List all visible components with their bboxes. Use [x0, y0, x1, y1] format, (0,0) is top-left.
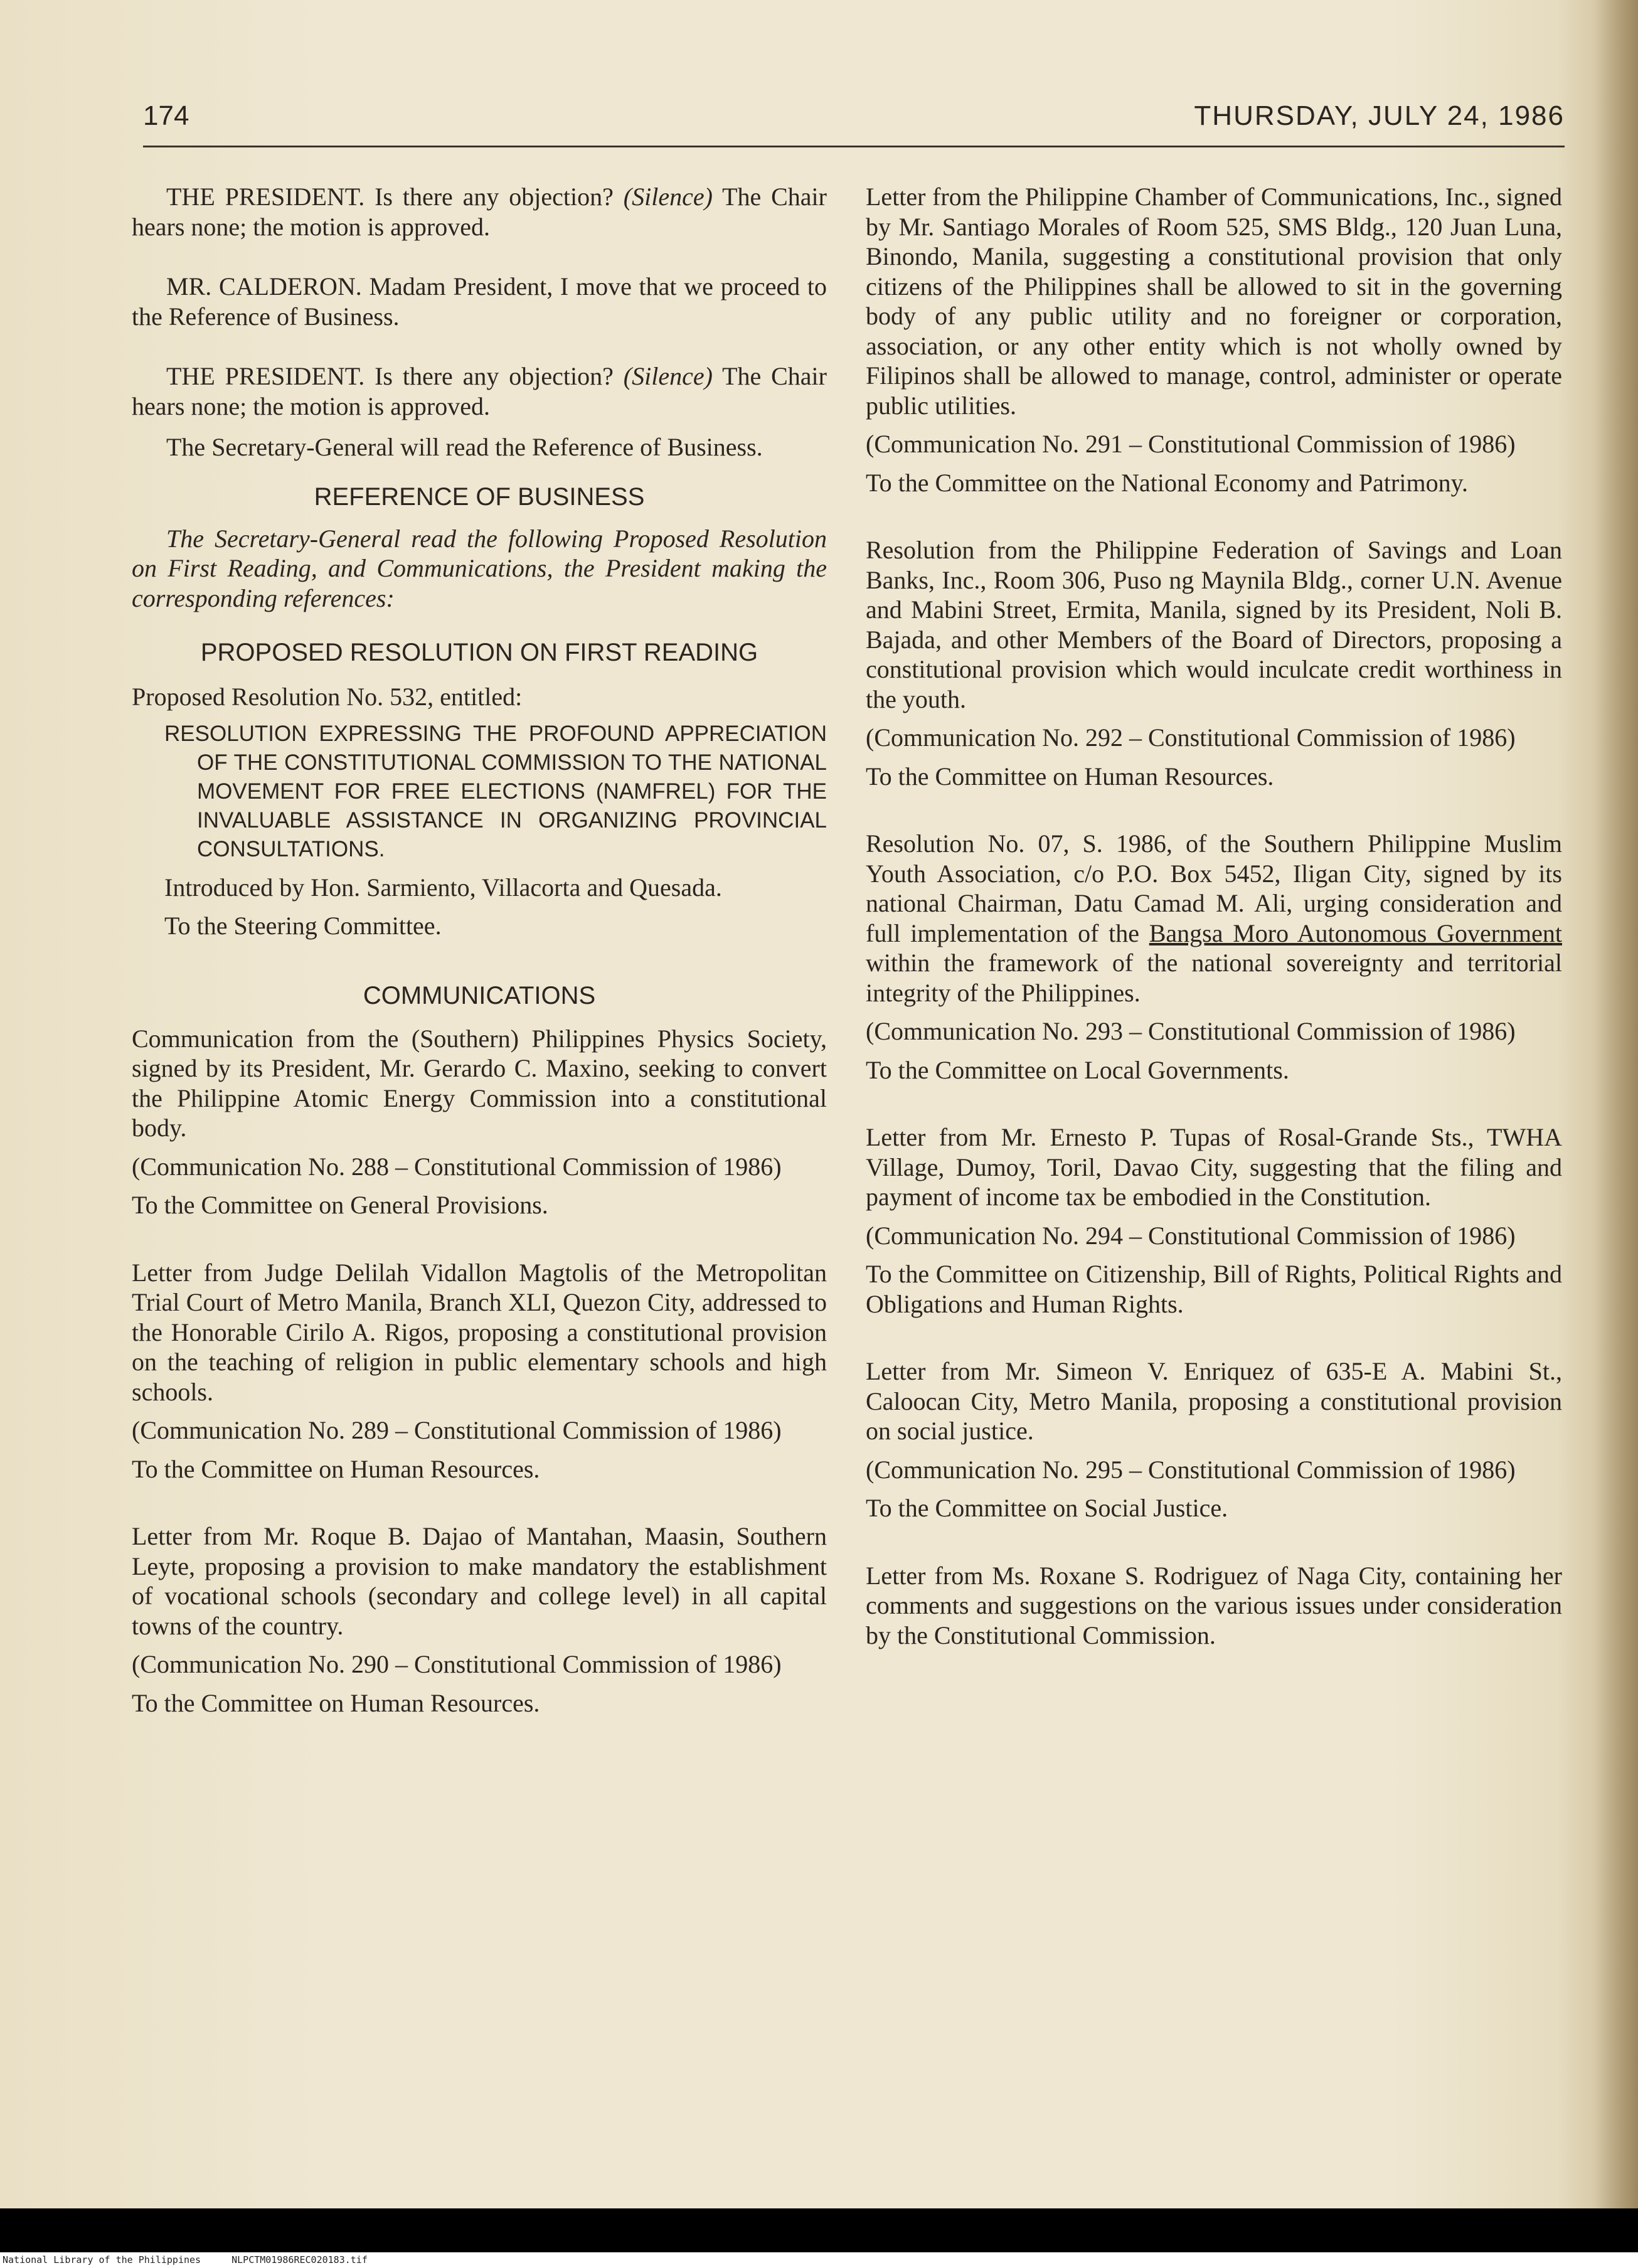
- speech-text: The Chair hears none; the motion is approved.: [132, 183, 827, 241]
- comm-293-text-start: Resolution No. 07, S. 1986, of the Southern Philippine Muslim Youth Association, c/o P.O. Box 5452, Iligan City, signed by its national Chairman, Datu Camad M. Ali, urging consideration and full implementation of the: [866, 829, 1562, 947]
- right-column: [866, 182, 1562, 1650]
- comm-291-referral: To the Committee on the National Economy and Patrimony.: [866, 468, 1468, 497]
- page-header: [143, 100, 1565, 144]
- comm-295-referral: To the Committee on Social Justice.: [866, 1494, 1228, 1522]
- comm-290-text: Letter from Mr. Roque B. Dajao of Mantahan, Maasin, Southern Leyte, proposing a provision to make mandatory the establishment of vocational schools (secondary and college level) in all capital towns of the country.: [132, 1522, 827, 1640]
- comm-293-text: [866, 829, 1562, 1008]
- comm-293-underlined-phrase: Bangsa Moro Autonomous Government: [1149, 918, 1562, 947]
- header-rule: [143, 146, 1565, 147]
- comm-292-referral: To the Committee on Human Resources.: [866, 762, 1274, 791]
- resolution-introducer-block: [164, 873, 827, 903]
- comm-294-referral: To the Committee on Citizenship, Bill of Rights, Political Rights and Obligations and Human Rights.: [866, 1260, 1562, 1318]
- comm-293-text-end: within the framework of the national sovereignty and territorial integrity of the Philippines.: [866, 949, 1562, 1007]
- comm-291-text: Letter from the Philippine Chamber of Communications, Inc., signed by Mr. Santiago Morales of Room 525, SMS Bldg., 120 Juan Luna, Binondo, Manila, suggesting a constitutional provision that only citizens of the Philippines shall be allowed to sit in the governing body of any public utility and no foreigner or corporation, association, or any other entity which is not wholly owned by Filipinos shall be allowed to manage, control, administer or operate public utilities.: [866, 183, 1562, 420]
- president-objection-1: [132, 182, 827, 242]
- scan-footer: [0, 2252, 1638, 2268]
- heading-communications: COMMUNICATIONS: [363, 981, 596, 1009]
- comm-288-number: (Communication No. 288 – Constitutional Commission of 1986): [132, 1152, 782, 1181]
- comm-288-referral: To the Committee on General Provisions.: [132, 1191, 548, 1219]
- intro-note: The Secretary-General read the following Proposed Resolution on First Reading, and Communications, the President making the corresponding references:: [132, 524, 827, 612]
- left-column: [132, 182, 827, 1718]
- heading-reference-of-business: REFERENCE OF BUSINESS: [314, 482, 645, 511]
- comm-289-number: (Communication No. 289 – Constitutional Commission of 1986): [132, 1416, 782, 1444]
- comm-288-text: Communication from the (Southern) Philippines Physics Society, signed by its President, Mr. Gerardo C. Maxino, seeking to convert the Philippine Atomic Energy Commission into a constitutional body.: [132, 1024, 827, 1142]
- comm-294-number: (Communication No. 294 – Constitutional Commission of 1986): [866, 1221, 1516, 1250]
- calderon-motion: MR. CALDERON. Madam President, I move that we proceed to the Reference of Business.: [132, 272, 827, 331]
- library-name: National Library of the Philippines: [3, 2254, 201, 2265]
- comm-293-number: (Communication No. 293 – Constitutional Commission of 1986): [866, 1017, 1516, 1045]
- comm-292-number: (Communication No. 292 – Constitutional Commission of 1986): [866, 723, 1516, 752]
- scan-border: [0, 2208, 1638, 2252]
- page-number: 174: [143, 100, 189, 131]
- speech-text: THE PRESIDENT. Is there any objection?: [166, 183, 614, 211]
- comm-289-text: Letter from Judge Delilah Vidallon Magtolis of the Metropolitan Trial Court of Metro Manila, Branch XLI, Quezon City, addressed to the Honorable Cirilo A. Rigos, proposing a constitutional provision on the teaching of religion in public elementary schools and high schools.: [132, 1258, 827, 1406]
- secretary-read-note: The Secretary-General will read the Reference of Business.: [166, 433, 763, 461]
- comm-295-text: Letter from Mr. Simeon V. Enriquez of 635-E A. Mabini St., Caloocan City, Metro Manila, proposing a constitutional provision on social justice.: [866, 1357, 1562, 1445]
- comm-292-text: Resolution from the Philippine Federation of Savings and Loan Banks, Inc., Room 306, Puso ng Maynila Bldg., corner U.N. Avenue and Mabini Street, Ermita, Manila, signed by its President, Noli B. Bajada, and other Members of the Board of Directors, proposing a constitutional provision which would inculcate credit worthiness in the youth.: [866, 536, 1562, 713]
- comm-290-number: (Communication No. 290 – Constitutional Commission of 1986): [132, 1650, 782, 1678]
- file-name: NLPCTM01986REC020183.tif: [231, 2254, 368, 2265]
- comm-291-number: (Communication No. 291 – Constitutional Commission of 1986): [866, 430, 1516, 458]
- resolution-text-block: [164, 720, 827, 864]
- resolution-referral: To the Steering Committee.: [164, 912, 442, 940]
- stage-direction: (Silence): [623, 362, 713, 390]
- president-objection-2: [132, 361, 827, 421]
- page-date: THURSDAY, JULY 24, 1986: [1194, 100, 1565, 131]
- speech-text: The Chair hears none; the motion is approved.: [132, 362, 827, 420]
- book-spine-shadow: [1594, 0, 1638, 2208]
- comm-289-referral: To the Committee on Human Resources.: [132, 1454, 540, 1483]
- comm-296-text: Letter from Ms. Roxane S. Rodriguez of Naga City, containing her comments and suggestions on the various issues under consideration by the Constitutional Commission.: [866, 1561, 1562, 1649]
- heading-proposed-resolution: PROPOSED RESOLUTION ON FIRST READING: [200, 639, 758, 666]
- resolution-title: Proposed Resolution No. 532, entitled:: [132, 683, 523, 711]
- comm-293-referral: To the Committee on Local Governments.: [866, 1055, 1289, 1084]
- resolution-introducer: Introduced by Hon. Sarmiento, Villacorta and Quesada.: [164, 873, 722, 902]
- comm-294-text: Letter from Mr. Ernesto P. Tupas of Rosal-Grande Sts., TWHA Village, Dumoy, Toril, Davao City, suggesting that the filing and payment of income tax be embodied in the Constitution.: [866, 1123, 1562, 1211]
- comm-295-number: (Communication No. 295 – Constitutional Commission of 1986): [866, 1455, 1516, 1484]
- stage-direction: (Silence): [623, 183, 713, 211]
- speech-text: THE PRESIDENT. Is there any objection?: [166, 362, 614, 390]
- resolution-text: RESOLUTION EXPRESSING THE PROFOUND APPRECIATION OF THE CONSTITUTIONAL COMMISSION TO THE NATIONAL MOVEMENT FOR FREE ELECTIONS (NAMFREL) FOR THE INVALUABLE ASSISTANCE IN ORGANIZING PROVINCIAL CONSULTATIONS.: [164, 721, 827, 861]
- comm-290-referral: To the Committee on Human Resources.: [132, 1688, 540, 1717]
